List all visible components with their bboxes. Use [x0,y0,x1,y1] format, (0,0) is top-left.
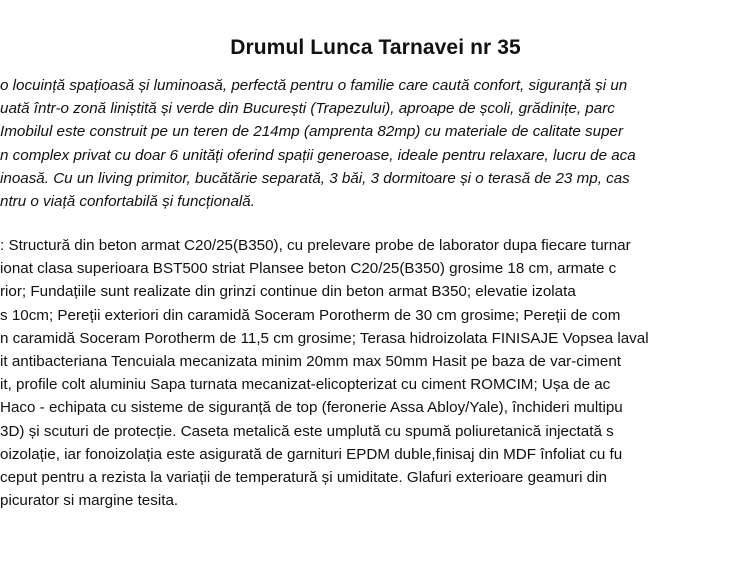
document-title: Drumul Lunca Tarnavei nr 35 [230,36,521,59]
spec-line: oizolație, iar fonoizolația este asigurată de garnituri EPDM duble,finisaj din MDF înfoliat cu fu [0,445,623,463]
spec-line: ceput pentru a rezista la variații de temperatură și umiditate. Glafuri exterioare geamuri din [0,469,607,487]
spec-line: s 10cm; Pereții exteriori din caramidă Soceram Porotherm de 30 cm grosime; Pereții de com [0,306,621,324]
intro-line: o locuință spațioasă și luminoasă, perfectă pentru o familie care caută confort, siguranță și un [0,77,628,94]
spec-line: picurator si margine tesita. [0,492,179,510]
spec-line: ionat clasa superioara BST500 striat Plansee beton C20/25(B350) grosime 18 cm, armate c [0,260,617,278]
intro-line: uată într-o zonă liniștită și verde din București (Trapezului), aproape de școli, grădinițe, parc [0,100,615,118]
spec-line: 3D) și scuturi de protecție. Caseta metalică este umplută cu spumă poliuretanică injectată s [0,422,614,440]
intro-paragraph [0,74,751,213]
intro-line: ntru o viață confortabilă și funcțională. [0,193,255,211]
spec-line: : Structură din beton armat C20/25(B350), cu prelevare probe de laborator dupa fiecare turnar [0,237,631,254]
spec-line: it antibacteriana Tencuiala mecanizata minim 20mm max 50mm Hasit pe baza de var-ciment [0,353,621,371]
intro-line: Imobilul este construit pe un teren de 214mp (amprenta 82mp) cu materiale de calitate super [0,123,624,141]
specifications-paragraph [0,234,751,512]
spec-line: n caramidă Soceram Porotherm de 11,5 cm grosime; Terasa hidroizolata FINISAJE Vopsea laval [0,329,649,347]
spec-line: Haco - echipata cu sisteme de siguranță de top (feronerie Assa Abloy/Yale), închideri multipu [0,399,623,417]
spec-line: it, profile colt aluminiu Sapa turnata mecanizat-elicopterizat cu ciment ROMCIM; Ușa de ac [0,376,611,394]
spec-line: rior; Fundațiile sunt realizate din grinzi continue din beton armat B350; elevatie izolata [0,283,576,301]
intro-line: inoasă. Cu un living primitor, bucătărie separată, 3 băi, 3 dormitoare și o terasă de 23 mp, cas [0,169,630,187]
intro-line: n complex privat cu doar 6 unități oferind spații generoase, ideale pentru relaxare, lucru de aca [0,146,636,164]
